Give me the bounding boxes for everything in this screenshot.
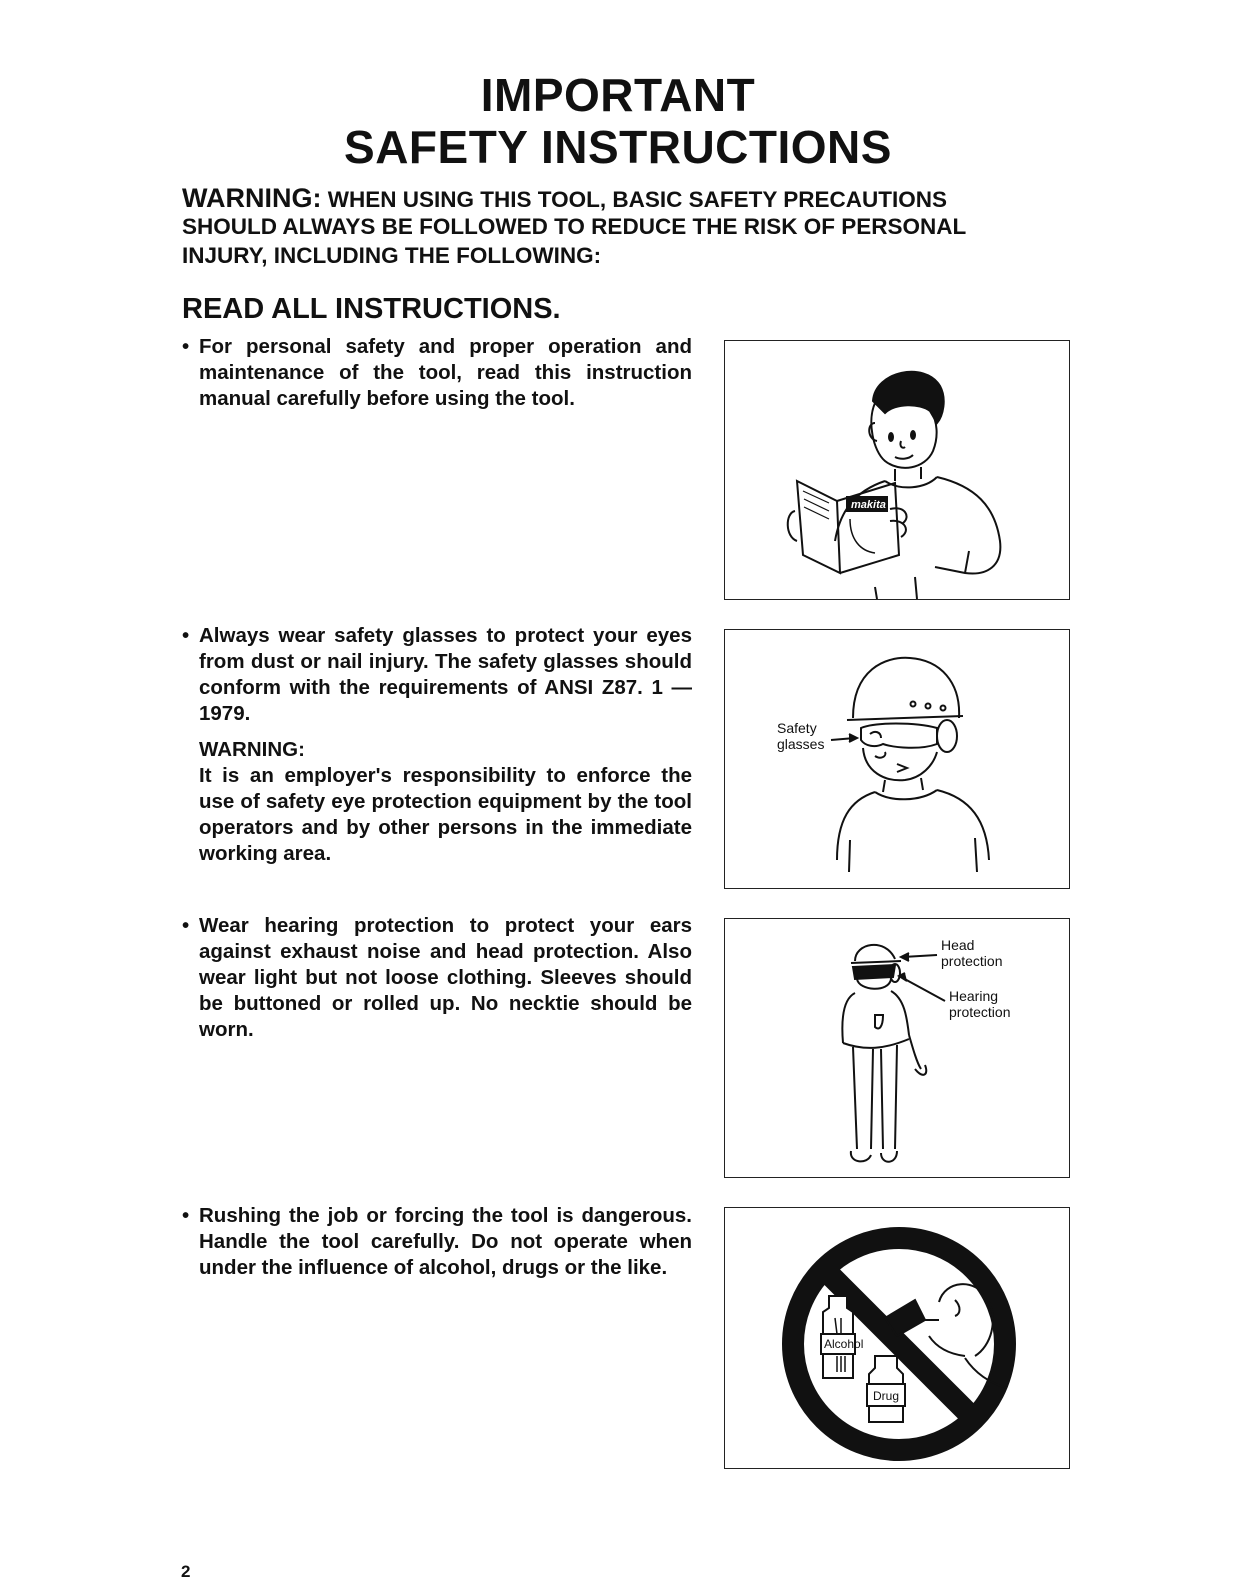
illustration-safety-glasses xyxy=(724,629,1070,889)
page-title-line2: SAFETY INSTRUCTIONS xyxy=(344,121,892,173)
illustration-no-alcohol-drugs xyxy=(724,1207,1070,1469)
bullet-text: Always wear safety glasses to protect your eyes from dust or nail injury. The safety glasses should conform with the requirements of ANSI Z87. 1 — 1979. xyxy=(199,624,692,725)
label-head-protection: protection xyxy=(941,953,1003,969)
bullet-dot: • xyxy=(182,914,190,937)
reader-figure xyxy=(725,341,1069,599)
label-glasses: glasses xyxy=(777,736,825,752)
bullet-text: For personal safety and proper operation and maintenance of the tool, read this instruction manual carefully before using the tool. xyxy=(199,335,692,410)
bullet-text: Wear hearing protection to protect your ears against exhaust noise and head protection. Also wear light but not loose clothing. Sleeves should be buttoned or rolled up. No necktie should be worn. xyxy=(199,914,692,1041)
bullet-read-manual xyxy=(182,334,692,412)
bullet-safety-glasses xyxy=(182,623,692,867)
bottle-label-drug: Drug xyxy=(873,1389,900,1403)
page-number: 2 xyxy=(181,1562,191,1581)
warning-line2: SHOULD ALWAYS BE FOLLOWED TO REDUCE THE RISK OF PERSONAL xyxy=(182,214,967,239)
glasses-figure xyxy=(725,630,1069,888)
warning-line1-text: WHEN USING THIS TOOL, BASIC SAFETY PRECAUTIONS xyxy=(327,187,947,212)
sub-warning-text: It is an employer's responsibility to enforce the use of safety eye protection equipment by the tool operators and by other persons in the immediate working area. xyxy=(199,764,692,865)
warning-line1 xyxy=(182,184,1072,214)
prohibition-figure xyxy=(725,1208,1069,1468)
bullet-dot: • xyxy=(182,335,190,358)
book-logo: makita xyxy=(851,499,886,511)
read-all-heading: READ ALL INSTRUCTIONS. xyxy=(182,293,561,325)
illustration-reading-manual xyxy=(724,340,1070,600)
bottle-label-alcohol: Alcohol xyxy=(824,1337,864,1351)
bullet-text: Rushing the job or forcing the tool is dangerous. Handle the tool carefully. Do not operate when under the influence of alcohol, drugs or the like. xyxy=(199,1204,692,1279)
bullet-no-alcohol xyxy=(182,1203,692,1281)
protection-figure xyxy=(725,919,1069,1177)
bullet-dot: • xyxy=(182,624,190,647)
label-hearing-protection: protection xyxy=(949,1004,1011,1020)
label-head: Head xyxy=(941,937,975,953)
warning-lead: WARNING: xyxy=(182,183,322,213)
illustration-protection xyxy=(724,918,1070,1178)
bullet-hearing-protection xyxy=(182,913,692,1043)
bullet-dot: • xyxy=(182,1204,190,1227)
label-safety: Safety xyxy=(777,720,817,736)
warning-line3: INJURY, INCLUDING THE FOLLOWING: xyxy=(182,243,602,268)
page-title-line1: IMPORTANT xyxy=(480,69,756,121)
label-hearing: Hearing xyxy=(949,988,999,1004)
sub-warning-heading: WARNING: xyxy=(199,738,305,761)
